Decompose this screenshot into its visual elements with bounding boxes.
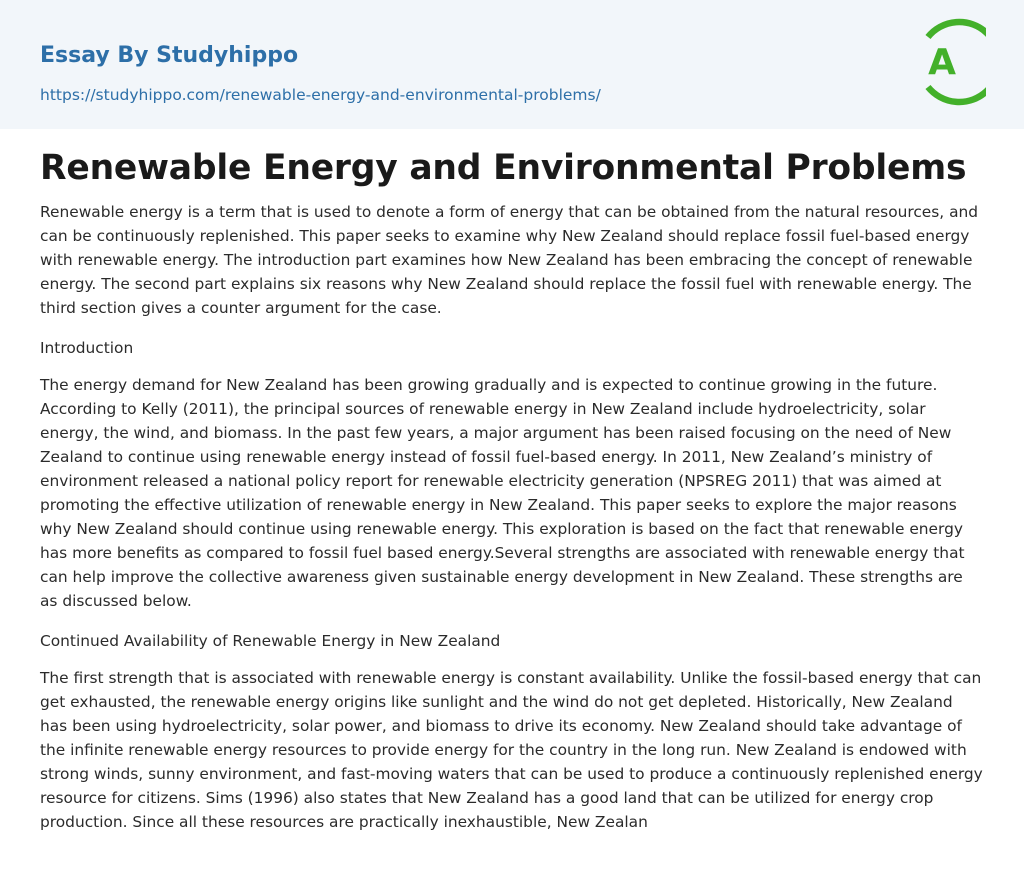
site-header [0, 0, 1024, 129]
section-heading-availability: Continued Availability of Renewable Energy in New Zealand [40, 632, 501, 650]
essay-url-link[interactable]: https://studyhippo.com/renewable-energy-and-environmental-problems/ [40, 86, 601, 104]
brand-title: Essay By Studyhippo [40, 43, 299, 68]
paragraph-intro: Renewable energy is a term that is used to denote a form of energy that can be obtained from the natural resources, and can be continuously replenished. This paper seeks to examine why New Zealand should replace fossil fuel-based energy with renewable energy. The introduction part examines how New Zealand has been embracing the concept of renewable energy. The second part explains six reasons why New Zealand should replace the fossil fuel with renewable energy. The third section gives a counter argument for the case. [40, 203, 979, 317]
logo-letter: A [928, 42, 956, 83]
section-heading-introduction: Introduction [40, 339, 134, 357]
article-content [0, 129, 1024, 834]
paragraph-introduction: The energy demand for New Zealand has been growing gradually and is expected to continue growing in the future. According to Kelly (2011), the principal sources of renewable energy in New Zealand include hydroelectricity, solar energy, the wind, and biomass. In the past few years, a major argument has been raised focusing on the need of New Zealand to continue using renewable energy instead of fossil fuel-based energy. In 2011, New Zealand’s ministry of environment released a national policy report for renewable electricity generation (NPSREG 2011) that was aimed at promoting the effective utilization of renewable energy in New Zealand. This paper seeks to explore the major reasons why New Zealand should continue using renewable energy. This exploration is based on the fact that renewable energy has more benefits as compared to fossil fuel based energy.Several strengths are associated with renewable energy that can help improve the collective awareness given sustainable energy development in New Zealand. These strengths are as discussed below. [40, 376, 965, 610]
page-title: Renewable Energy and Environmental Problems [40, 148, 967, 188]
studyhippo-logo-icon[interactable] [916, 18, 986, 106]
paragraph-availability: The first strength that is associated with renewable energy is constant availability. Unlike the fossil-based energy that can get exhausted, the renewable energy origins like sunlight and the wind do not get depleted. Historically, New Zealand has been using hydroelectricity, solar power, and biomass to drive its economy. New Zealand should take advantage of the infinite renewable energy resources to provide energy for the country in the long run. New Zealand is endowed with strong winds, sunny environment, and fast-moving waters that can be used to produce a continuously replenished energy resource for citizens. Sims (1996) also states that New Zealand has a good land that can be utilized for energy crop production. Since all these resources are practically inexhaustible, New Zealan [40, 669, 983, 831]
